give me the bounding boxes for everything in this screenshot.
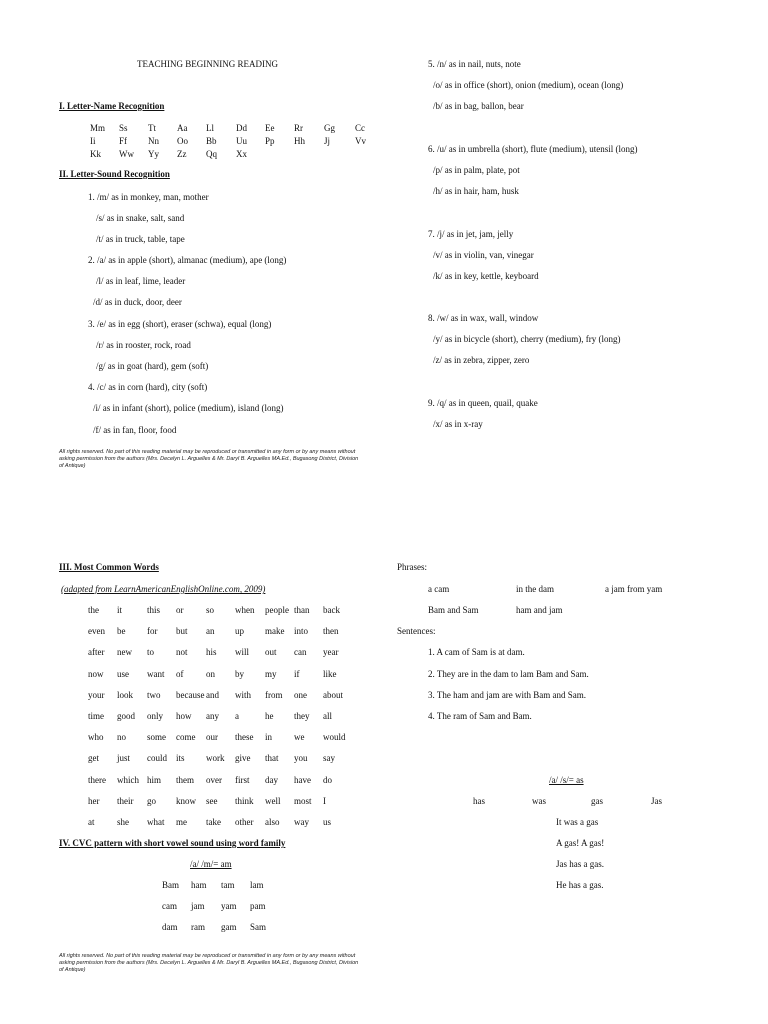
phrase: a jam from yam xyxy=(605,584,663,594)
common-word: not xyxy=(176,647,188,658)
sound-item: /l/ as in leaf, lime, leader xyxy=(96,276,186,286)
letter-pair: Pp xyxy=(265,136,275,146)
as-word: was xyxy=(532,796,546,806)
letter-pair: Mm xyxy=(90,123,106,133)
as-sentence: He has a gas. xyxy=(556,880,604,890)
common-word: who xyxy=(88,732,104,743)
as-sentence: A gas! A gas! xyxy=(556,838,605,848)
common-word: him xyxy=(147,774,162,785)
letter-pair: Oo xyxy=(177,136,188,146)
am-word: yam xyxy=(221,901,237,911)
common-word: say xyxy=(323,753,335,764)
common-word: from xyxy=(265,689,283,700)
phrase: in the dam xyxy=(516,584,554,594)
common-word: only xyxy=(147,711,164,721)
am-word: pam xyxy=(250,901,266,911)
letter-pair: Cc xyxy=(355,123,365,133)
common-word: over xyxy=(206,774,222,785)
sound-item: /i/ as in infant (short), police (medium), island (long) xyxy=(93,403,284,413)
word-family-as-heading: /a/ /s/= as xyxy=(549,775,584,785)
common-word: to xyxy=(147,647,155,658)
common-word: just xyxy=(117,753,131,764)
letter-pair: Nn xyxy=(148,136,159,146)
common-word: back xyxy=(323,605,340,615)
common-word: could xyxy=(147,753,167,764)
common-word: how xyxy=(176,711,192,721)
common-word: go xyxy=(147,795,156,806)
sound-item: /b/ as in bag, ballon, bear xyxy=(433,101,524,111)
am-word: tam xyxy=(221,880,235,890)
phrases-label: Phrases: xyxy=(397,562,427,572)
common-word: like xyxy=(323,668,337,679)
common-word: get xyxy=(88,753,99,764)
common-word: have xyxy=(294,774,311,785)
letter-pair: Ww xyxy=(119,149,134,159)
common-word: come xyxy=(176,732,196,743)
sound-item: 5. /n/ as in nail, nuts, note xyxy=(428,59,521,69)
common-word: he xyxy=(265,711,274,721)
phrase: ham and jam xyxy=(516,605,563,615)
letter-pair: Rr xyxy=(294,123,303,133)
letter-pair: Yy xyxy=(148,149,159,159)
common-word: one xyxy=(294,689,307,700)
section-3-source: (adapted from LearnAmericanEnglishOnline.com, 2009) xyxy=(61,584,266,594)
common-word: she xyxy=(117,817,129,827)
common-word: me xyxy=(176,817,187,827)
phrase: Bam and Sam xyxy=(428,605,479,615)
common-word: see xyxy=(206,795,218,806)
am-word: cam xyxy=(162,901,177,911)
common-word: look xyxy=(117,689,134,700)
sound-item: 3. /e/ as in egg (short), eraser (schwa), equal (long) xyxy=(88,319,272,329)
common-word: these xyxy=(235,732,254,743)
sound-item: 2. /a/ as in apple (short), almanac (medium), ape (long) xyxy=(88,255,287,265)
common-word: it xyxy=(117,605,123,615)
sound-item: 1. /m/ as in monkey, man, mother xyxy=(88,192,209,202)
common-word: because xyxy=(176,689,205,700)
common-word: would xyxy=(323,732,346,743)
sound-item: /x/ as in x-ray xyxy=(433,419,483,429)
sound-item: /h/ as in hair, ham, husk xyxy=(433,186,519,196)
section-4-heading: IV. CVC pattern with short vowel sound using word family xyxy=(59,838,286,848)
common-word: good xyxy=(117,711,135,721)
common-word: there xyxy=(88,774,106,785)
common-word: other xyxy=(235,817,254,827)
am-word: lam xyxy=(250,880,264,890)
common-word: them xyxy=(176,774,194,785)
as-sentence: Jas has a gas. xyxy=(556,859,604,869)
common-word: about xyxy=(323,689,343,700)
sound-item: /k/ as in key, kettle, keyboard xyxy=(433,271,539,281)
common-word: know xyxy=(176,795,196,806)
common-word: day xyxy=(265,774,278,785)
common-word: your xyxy=(88,689,105,700)
common-word: also xyxy=(265,817,280,827)
section-3-heading: III. Most Common Words xyxy=(59,562,159,572)
common-word: work xyxy=(206,753,225,764)
sentence: 3. The ham and jam are with Bam and Sam. xyxy=(428,690,587,700)
am-word: ham xyxy=(191,880,207,890)
letter-pair: Ii xyxy=(90,136,96,146)
common-word: now xyxy=(88,668,104,679)
common-word: they xyxy=(294,711,310,721)
sound-item: /t/ as in truck, table, tape xyxy=(96,234,185,244)
document-title: TEACHING BEGINNING READING xyxy=(137,59,278,69)
common-word: will xyxy=(235,647,250,658)
common-word: than xyxy=(294,605,310,615)
section-1-heading: I. Letter-Name Recognition xyxy=(59,101,165,111)
sentence: 2. They are in the dam to lam Bam and Sam. xyxy=(428,669,589,679)
sound-item: /y/ as in bicycle (short), cherry (medium), fry (long) xyxy=(433,334,621,344)
common-word: first xyxy=(235,774,250,785)
letter-pair: Zz xyxy=(177,149,187,159)
common-word: out xyxy=(265,647,277,658)
common-word: I xyxy=(323,795,326,806)
am-word: dam xyxy=(162,922,178,932)
letter-pair: Dd xyxy=(236,123,247,133)
common-word: even xyxy=(88,626,105,637)
common-word: no xyxy=(117,732,126,743)
letter-pair: Aa xyxy=(177,123,188,133)
sound-item: /f/ as in fan, floor, food xyxy=(93,425,177,435)
common-word: want xyxy=(147,668,165,679)
common-word: at xyxy=(88,817,95,827)
am-word: Bam xyxy=(162,880,179,890)
letter-pair: Ss xyxy=(119,123,128,133)
am-word: jam xyxy=(191,901,205,911)
common-word: in xyxy=(265,732,273,743)
common-word: into xyxy=(294,626,309,637)
sound-item: 4. /c/ as in corn (hard), city (soft) xyxy=(88,382,208,392)
common-word: up xyxy=(235,626,244,637)
letter-pair: Jj xyxy=(324,136,331,146)
section-2-heading: II. Letter-Sound Recognition xyxy=(59,169,170,179)
common-word: on xyxy=(206,668,215,679)
sound-item: /g/ as in goat (hard), gem (soft) xyxy=(96,361,209,371)
common-word: my xyxy=(265,668,277,679)
common-word: all xyxy=(323,711,332,721)
common-word: be xyxy=(117,626,126,637)
common-word: well xyxy=(265,795,281,806)
letter-pair: Ll xyxy=(206,123,214,133)
letter-pair: Ff xyxy=(119,136,128,146)
common-word: after xyxy=(88,647,105,658)
common-word: year xyxy=(323,647,339,658)
common-word: our xyxy=(206,732,218,743)
phrase: a cam xyxy=(428,584,450,594)
sound-item: /o/ as in office (short), onion (medium), ocean (long) xyxy=(433,80,624,90)
as-word: gas xyxy=(591,796,603,806)
sentence: 1. A cam of Sam is at dam. xyxy=(428,647,525,657)
common-word: by xyxy=(235,668,244,679)
common-word: can xyxy=(294,647,307,658)
letter-pair: Qq xyxy=(206,149,217,159)
copyright-footer: All rights reserved. No part of this reading material may be reproduced or transmitted in any form or by any means without asking permission from the authors (Mrs. Decelyn L. Arguelles & Mr. Daryl B. Arguelles MA.Ed., Bugasong District, Division of Antique) xyxy=(59,953,359,973)
as-word: has xyxy=(473,796,485,806)
letter-pair: Hh xyxy=(294,136,305,146)
common-word: if xyxy=(294,668,300,679)
letter-pair: Tt xyxy=(148,123,156,133)
sound-item: /d/ as in duck, door, deer xyxy=(93,297,182,307)
common-word: and xyxy=(206,689,219,700)
common-word: us xyxy=(323,817,332,827)
common-word: we xyxy=(294,732,305,743)
common-word: do xyxy=(323,774,332,785)
common-word: time xyxy=(88,711,104,721)
common-word: people xyxy=(265,605,289,615)
sound-item: /z/ as in zebra, zipper, zero xyxy=(433,355,530,365)
common-word: use xyxy=(117,668,129,679)
copyright-footer: All rights reserved. No part of this reading material may be reproduced or transmitted in any form or by any means without asking permission from the authors (Mrs. Decelyn L. Arguelles & Mr. Daryl B. Arguelles MA.Ed., Bugasong District, Division of Antique) xyxy=(59,449,359,469)
common-word: when xyxy=(235,605,255,615)
as-word: Jas xyxy=(651,796,662,806)
common-word: an xyxy=(206,626,215,637)
common-word: their xyxy=(117,795,134,806)
common-word: give xyxy=(235,753,251,764)
common-word: for xyxy=(147,626,158,637)
as-sentence: It was a gas xyxy=(556,817,599,827)
common-word: any xyxy=(206,711,219,721)
letter-pair: Gg xyxy=(324,123,335,133)
common-word: two xyxy=(147,689,161,700)
common-word: you xyxy=(294,753,308,764)
common-word: new xyxy=(117,647,132,658)
common-word: his xyxy=(206,647,217,658)
common-word: some xyxy=(147,732,166,743)
common-word: this xyxy=(147,605,161,615)
sound-item: /r/ as in rooster, rock, road xyxy=(96,340,191,350)
sentence: 4. The ram of Sam and Bam. xyxy=(428,711,532,721)
common-word: way xyxy=(294,817,309,827)
sound-item: 9. /q/ as in queen, quail, quake xyxy=(428,398,538,408)
am-word: Sam xyxy=(250,922,267,932)
am-word: ram xyxy=(191,922,205,932)
common-word: its xyxy=(176,753,185,764)
sound-item: 8. /w/ as in wax, wall, window xyxy=(428,313,539,323)
letter-pair: Vv xyxy=(355,136,366,146)
common-word: of xyxy=(176,668,184,679)
common-word: what xyxy=(147,817,165,827)
common-word: with xyxy=(235,689,252,700)
common-word: think xyxy=(235,795,254,806)
common-word: or xyxy=(176,605,184,615)
common-word: her xyxy=(88,795,100,806)
letter-pair: Kk xyxy=(90,149,101,159)
common-word: make xyxy=(265,626,285,637)
letter-pair: Bb xyxy=(206,136,217,146)
sound-item: 6. /u/ as in umbrella (short), flute (medium), utensil (long) xyxy=(428,144,638,154)
common-word: then xyxy=(323,626,339,637)
letter-pair: Uu xyxy=(236,136,247,146)
common-word: take xyxy=(206,817,221,827)
sentences-label: Sentences: xyxy=(397,626,436,636)
common-word: which xyxy=(117,774,139,785)
sound-item: /s/ as in snake, salt, sand xyxy=(96,213,185,223)
letter-pair: Xx xyxy=(236,149,247,159)
common-word: the xyxy=(88,605,99,615)
common-word: that xyxy=(265,753,279,764)
sound-item: /v/ as in violin, van, vinegar xyxy=(433,250,534,260)
common-word: a xyxy=(235,711,239,721)
common-word: most xyxy=(294,795,312,806)
am-word: gam xyxy=(221,922,237,932)
common-word: but xyxy=(176,626,188,637)
letter-pair: Ee xyxy=(265,123,275,133)
word-family-am-heading: /a/ /m/= am xyxy=(190,859,232,869)
sound-item: /p/ as in palm, plate, pot xyxy=(433,165,520,175)
common-word: so xyxy=(206,605,215,615)
sound-item: 7. /j/ as in jet, jam, jelly xyxy=(428,229,514,239)
